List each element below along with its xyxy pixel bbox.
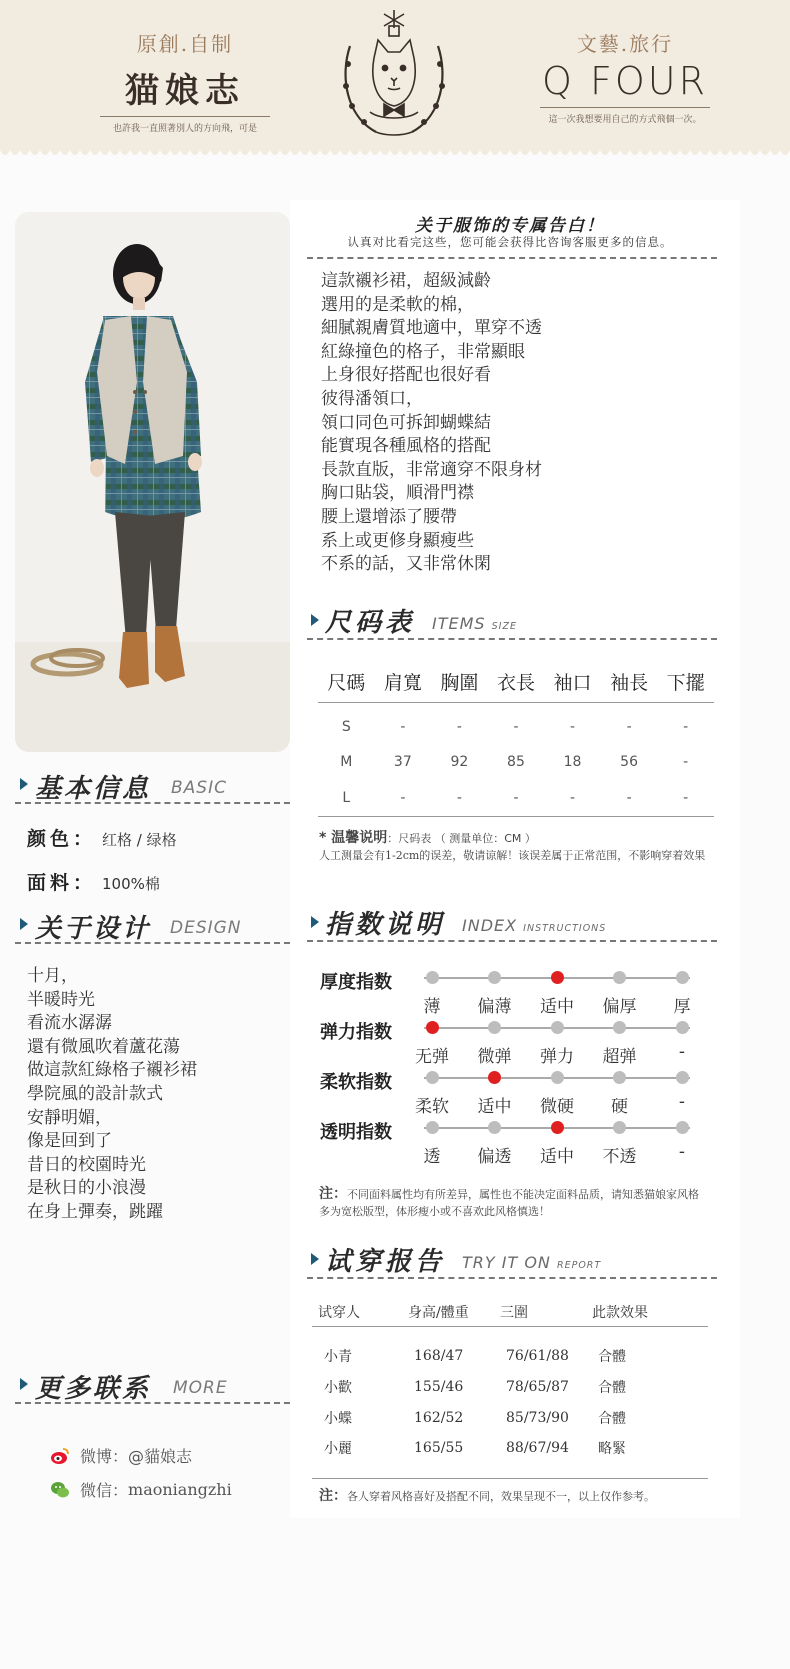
intro-description: 這款襯衫裙，超級減齡 選用的是柔軟的棉， 細膩親膚質地適中，單穿不透 紅綠撞色的格子，非常顯眼 上身很好搭配也很好看 彼得潘領口， 領口同色可拆卸蝴蝶結 能實現各種風格的搭配 長款直版，非常適穿不限身材 胸口貼袋，順滑門襟 腰上還增添了腰帶 系上或更修身顯瘦些 不系的話，又非常休閑 xyxy=(321,271,542,575)
table-cell: 76/61/88 xyxy=(506,1347,569,1364)
table-cell: M xyxy=(340,754,353,770)
header-divider xyxy=(100,116,270,117)
table-row xyxy=(312,1402,708,1433)
section-title-en xyxy=(462,1253,601,1272)
col-length: 衣長 xyxy=(488,662,545,702)
section-title-en: DESIGN xyxy=(170,918,242,938)
header-left xyxy=(100,28,270,134)
index-dot xyxy=(676,1021,689,1034)
wechat-id: maoniangzhi xyxy=(128,1480,232,1499)
index-option: - xyxy=(678,1042,686,1062)
table-cell: 155/46 xyxy=(414,1378,464,1395)
section-title: 试穿报告 xyxy=(325,1247,446,1277)
weibo-text: 微博：@貓娘志 xyxy=(80,1447,193,1466)
index-option: 适中 xyxy=(540,1147,574,1167)
section-index-header xyxy=(307,906,717,942)
triangle-bullet-icon xyxy=(311,614,319,626)
note-body: 人工测量会有1-2cm的误差，敬请谅解！该误差属于正常范围，不影响穿着效果 xyxy=(319,849,706,862)
tryon-note xyxy=(319,1488,719,1505)
dashed-divider xyxy=(15,942,290,944)
table-cell: S xyxy=(341,719,351,736)
size-table xyxy=(318,662,714,817)
table-cell: 85 xyxy=(507,754,525,770)
table-cell: - xyxy=(375,780,432,816)
title-en-main: TRY IT ON xyxy=(462,1253,551,1272)
index-option: 偏透 xyxy=(477,1147,512,1167)
intro-subtitle: 认真对比看完这些，您可能会获得比咨询客服更多的信息。 xyxy=(347,235,673,249)
index-option: 超弹 xyxy=(602,1047,637,1067)
col-hem: 下擺 xyxy=(657,662,714,702)
index-option: - xyxy=(678,1142,686,1162)
section-basic-header xyxy=(15,768,290,804)
index-option: - xyxy=(678,1092,686,1112)
index-dot xyxy=(676,1071,689,1084)
header-right-sub: 文藝.旅行 xyxy=(576,32,674,56)
table-cell: 78/65/87 xyxy=(506,1378,569,1395)
note-heading: 注： xyxy=(319,1186,347,1202)
table-cell: L xyxy=(318,780,375,816)
brand-name: 猫娘志 xyxy=(125,71,245,111)
index-option: 适中 xyxy=(540,997,574,1017)
index-option: 偏厚 xyxy=(602,997,637,1017)
triangle-bullet-icon xyxy=(311,916,319,928)
table-cell: 小蝶 xyxy=(324,1410,352,1427)
index-dot xyxy=(551,1071,564,1084)
section-title: 关于设计 xyxy=(35,914,152,944)
section-more-header xyxy=(15,1368,290,1404)
section-title: 基本信息 xyxy=(35,774,152,804)
table-cell: 小青 xyxy=(324,1348,352,1365)
index-option: 微弹 xyxy=(477,1047,512,1067)
index-option: 微硬 xyxy=(540,1097,574,1117)
index-dot xyxy=(488,1021,501,1034)
dashed-divider xyxy=(307,638,717,640)
wechat-icon xyxy=(50,1480,70,1500)
section-title: 更多联系 xyxy=(35,1374,152,1404)
col-measurements: 三圍 xyxy=(494,1298,586,1326)
col-cuff: 袖口 xyxy=(544,662,601,702)
color-row xyxy=(27,824,177,851)
title-en-main: INDEX xyxy=(462,916,518,935)
header-left-tagline: 也許我一直照著別人的方向飛，可是 xyxy=(112,124,257,134)
table-cell: 合體 xyxy=(598,1410,626,1427)
table-row xyxy=(318,780,714,816)
table-cell: 合體 xyxy=(598,1348,626,1365)
index-dot xyxy=(426,971,439,984)
table-cell: 小歡 xyxy=(324,1379,352,1396)
index-label: 柔软指数 xyxy=(320,1072,392,1093)
table-cell: 85/73/90 xyxy=(506,1409,569,1426)
index-option: 硬 xyxy=(611,1097,628,1117)
table-cell: - xyxy=(601,780,658,816)
table-row xyxy=(318,744,714,780)
col-height-weight: 身高/體重 xyxy=(402,1298,494,1326)
title-en-small: INSTRUCTIONS xyxy=(523,923,607,934)
index-dot xyxy=(426,1121,439,1134)
index-dot xyxy=(613,1121,626,1134)
size-table-header-row xyxy=(318,662,714,702)
index-option: 薄 xyxy=(423,997,441,1017)
index-option: 无弹 xyxy=(415,1047,449,1067)
wechat-contact[interactable] xyxy=(50,1478,232,1501)
triangle-bullet-icon xyxy=(20,918,28,930)
table-cell: 18 xyxy=(563,754,582,770)
tryon-header-row xyxy=(312,1298,708,1326)
table-cell: 92 xyxy=(450,754,469,770)
section-title: 尺码表 xyxy=(325,608,416,638)
index-row xyxy=(320,1120,700,1170)
index-dot xyxy=(613,1021,626,1034)
table-cell: 56 xyxy=(620,754,638,770)
table-cell: - xyxy=(544,780,601,816)
table-row xyxy=(312,1326,708,1371)
stamp-edge xyxy=(0,148,790,160)
triangle-bullet-icon xyxy=(20,778,28,790)
note-body: 各人穿着风格喜好及搭配不同，效果呈现不一，以上仅作参考。 xyxy=(347,1490,655,1503)
fabric-label: 面料： xyxy=(27,872,97,894)
section-size-header xyxy=(307,604,717,640)
dashed-divider xyxy=(307,257,717,259)
header-banner xyxy=(0,0,790,150)
table-cell: - xyxy=(431,780,488,816)
header-divider xyxy=(540,107,710,108)
section-title: 指数说明 xyxy=(325,910,446,940)
header-right-tagline: 這一次我想要用自己的方式飛個一次。 xyxy=(548,115,702,125)
header-right xyxy=(540,28,710,125)
table-row xyxy=(318,702,714,744)
index-dot xyxy=(676,971,689,984)
index-row xyxy=(320,1070,700,1120)
wechat-label: 微信： xyxy=(80,1481,129,1500)
note-heading: * 温馨说明 xyxy=(319,830,388,846)
dashed-divider xyxy=(307,1277,717,1279)
col-effect: 此款效果 xyxy=(586,1298,708,1326)
triangle-bullet-icon xyxy=(20,1378,28,1390)
dashed-divider xyxy=(307,940,717,942)
table-cell: - xyxy=(683,754,689,770)
table-row xyxy=(312,1433,708,1478)
model-photo xyxy=(15,212,290,752)
note-body: 不同面料属性均有所差异，属性也不能决定面料品质，请知悉猫娘家风格多为宽松版型，体形瘦小或不喜欢此风格慎选！ xyxy=(319,1188,699,1218)
index-option: 厚 xyxy=(673,997,691,1017)
table-cell: 162/52 xyxy=(414,1409,464,1426)
table-cell: - xyxy=(683,719,689,736)
index-dot xyxy=(613,1071,626,1084)
tryon-table xyxy=(312,1298,708,1479)
color-value: 红格 / 绿格 xyxy=(102,831,177,849)
table-cell: - xyxy=(570,719,576,736)
table-cell: 165/55 xyxy=(402,1433,494,1478)
note-heading-tail: ：尺码表 （ 测量单位：CM ） xyxy=(387,832,536,845)
index-row xyxy=(320,1020,700,1070)
index-dot-selected xyxy=(551,971,564,984)
table-cell: - xyxy=(456,719,462,736)
index-label: 透明指数 xyxy=(320,1122,392,1143)
table-cell: 168/47 xyxy=(414,1347,464,1364)
index-dot xyxy=(488,971,501,984)
title-en-small: REPORT xyxy=(556,1260,602,1271)
col-tester: 试穿人 xyxy=(312,1298,402,1326)
table-cell: - xyxy=(626,719,632,736)
index-dot xyxy=(676,1121,689,1134)
table-cell: - xyxy=(400,719,406,736)
size-note xyxy=(319,830,709,864)
section-title-en: BASIC xyxy=(171,778,227,798)
index-dot-selected xyxy=(488,1071,501,1084)
section-title-en xyxy=(462,916,606,935)
weibo-icon xyxy=(50,1446,70,1466)
dashed-divider xyxy=(15,1402,290,1404)
index-row xyxy=(320,970,700,1020)
index-dot xyxy=(551,1021,564,1034)
intro-title: 关于服饰的专属告白！ xyxy=(415,216,605,236)
note-heading: 注： xyxy=(319,1488,347,1504)
section-tryon-header xyxy=(307,1243,717,1279)
weibo-contact[interactable] xyxy=(50,1444,192,1467)
table-cell: 88/67/94 xyxy=(494,1433,586,1478)
table-cell: - xyxy=(657,780,714,816)
table-cell: 37 xyxy=(393,754,412,770)
dashed-divider xyxy=(15,802,290,804)
index-dot-selected xyxy=(426,1021,439,1034)
index-option: 适中 xyxy=(477,1097,512,1117)
section-title-en xyxy=(432,614,517,633)
fabric-row xyxy=(27,868,160,895)
table-cell: 小麗 xyxy=(312,1433,402,1478)
model-photo-illustration xyxy=(15,212,290,752)
index-option: 弹力 xyxy=(540,1047,574,1067)
col-sleeve: 袖長 xyxy=(601,662,658,702)
index-option: 透 xyxy=(423,1147,441,1167)
section-title-en: MORE xyxy=(173,1378,228,1398)
cat-logo-icon xyxy=(336,6,452,140)
index-dot xyxy=(426,1071,439,1084)
index-label: 弹力指数 xyxy=(320,1022,392,1043)
table-cell: 略緊 xyxy=(586,1433,708,1478)
index-dot-selected xyxy=(551,1121,564,1134)
triangle-bullet-icon xyxy=(311,1253,319,1265)
col-chest: 胸圍 xyxy=(431,662,488,702)
index-label: 厚度指数 xyxy=(320,972,392,993)
index-option: 柔软 xyxy=(415,1097,449,1117)
index-dot xyxy=(613,971,626,984)
fabric-value: 100%棉 xyxy=(102,875,160,893)
index-option: 偏薄 xyxy=(477,997,512,1017)
title-en-small: SIZE xyxy=(491,621,517,632)
section-design-header xyxy=(15,908,290,944)
title-en-main: ITEMS xyxy=(432,614,486,633)
index-dot xyxy=(488,1121,501,1134)
table-cell: 合體 xyxy=(598,1379,626,1396)
col-shoulder: 肩寬 xyxy=(375,662,432,702)
index-note xyxy=(319,1186,709,1220)
col-size: 尺碼 xyxy=(318,662,375,702)
brand-name-en: Q FOUR xyxy=(542,59,708,103)
table-row xyxy=(312,1371,708,1402)
header-left-sub: 原創.自制 xyxy=(136,32,234,56)
color-label: 颜色： xyxy=(27,828,97,850)
table-cell: - xyxy=(488,780,545,816)
table-cell: - xyxy=(513,719,519,736)
index-option: 不透 xyxy=(602,1147,637,1167)
design-poem: 十月， 半暖時光 看流水潺潺 還有微風吹着蘆花蕩 做這款紅綠格子襯衫裙 學院風的設計款式 安靜明媚， 像是回到了 昔日的校園時光 是秋日的小浪漫 在身上彈奏，跳躍 xyxy=(27,966,197,1222)
